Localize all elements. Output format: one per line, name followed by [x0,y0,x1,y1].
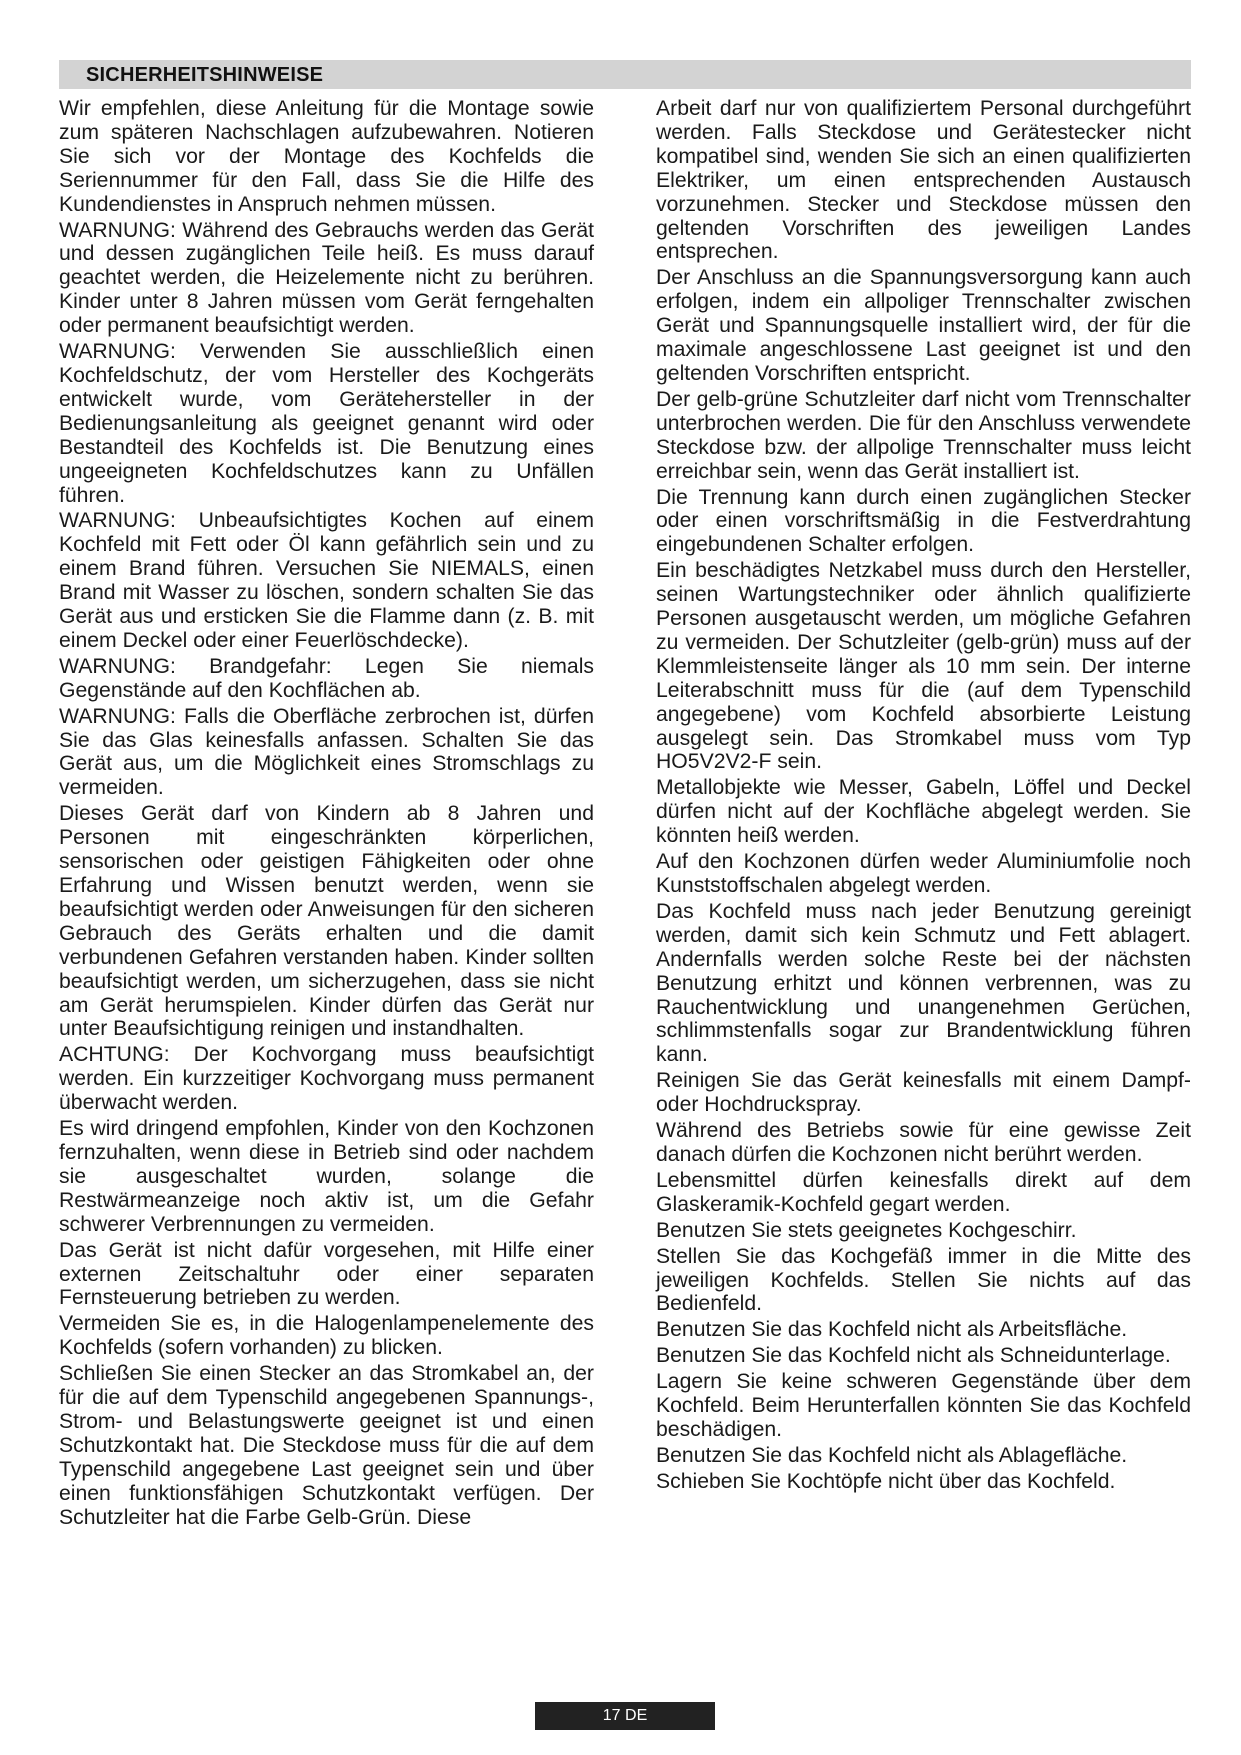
paragraph: Auf den Kochzonen dürfen weder Aluminiumfolie noch Kunststoffschalen abgelegt werden. [656,850,1191,897]
paragraph: Wir empfehlen, diese Anleitung für die Montage sowie zum späteren Nachschlagen aufzubewahren. Notieren Sie sich vor der Montage des Kochfelds die Seriennummer für den Fall, dass Sie die Hilfe des Kundendienstes in Anspruch nehmen müssen. [59,97,594,216]
paragraph: WARNUNG: Unbeaufsichtigtes Kochen auf einem Kochfeld mit Fett oder Öl kann gefährlich sein und zu einem Brand führen. Versuchen Sie NIEMALS, einen Brand mit Wasser zu löschen, sondern schalten Sie das Gerät aus und ersticken Sie die Flamme dann (z. B. mit einem Deckel oder einer Feuerlöschdecke). [59,509,594,652]
paragraph: Benutzen Sie das Kochfeld nicht als Schneidunterlage. [656,1344,1171,1368]
paragraph: Es wird dringend empfohlen, Kinder von den Kochzonen fernzuhalten, wenn diese in Betrieb sind oder nachdem sie ausgeschaltet wurden, solange die Restwärmeanzeige noch aktiv ist, um die Gefahr schwerer Verbrennungen zu vermeiden. [59,1117,594,1236]
paragraph: Das Gerät ist nicht dafür vorgesehen, mit Hilfe einer externen Zeitschaltuhr oder einer separaten Fernsteuerung betrieben zu werden. [59,1238,594,1310]
page-number-badge [535,1702,715,1730]
right-column [656,97,1191,1496]
paragraph: WARNUNG: Falls die Oberfläche zerbrochen ist, dürfen Sie das Glas keinesfalls anfassen. Schalten Sie das Gerät aus, um die Möglichkeit eines Stromschlags zu vermeiden. [59,704,594,800]
paragraph: Reinigen Sie das Gerät keinesfalls mit einem Dampf- oder Hochdruckspray. [656,1069,1191,1117]
paragraph: Das Kochfeld muss nach jeder Benutzung gereinigt werden, damit sich kein Schmutz und Fett ablagert. Andernfalls werden solche Reste bei der nächsten Benutzung erhitzt und können verbrennen, was zu Rauchentwicklung und unangenehmen Gerüchen, schlimmstenfalls sogar zur Brandentwicklung führen kann. [656,899,1191,1067]
paragraph: Dieses Gerät darf von Kindern ab 8 Jahren und Personen mit eingeschränkten körperlichen, sensorischen oder geistigen Fähigkeiten oder ohne Erfahrung und Wissen benutzt werden, wenn sie beaufsichtigt werden oder Anweisungen für den sicheren Gebrauch des Geräts erhalten und die damit verbundenen Gefahren verstanden haben. Kinder sollten beaufsichtigt werden, um sicherzugehen, dass sie nicht am Gerät herumspielen. Kinder dürfen das Gerät nur unter Beaufsichtigung reinigen und instandhalten. [59,802,594,1041]
paragraph: Während des Betriebs sowie für eine gewisse Zeit danach dürfen die Kochzonen nicht berührt werden. [656,1119,1191,1166]
paragraph: Der Anschluss an die Spannungsversorgung kann auch erfolgen, indem ein allpoliger Trennschalter zwischen Gerät und Spannungsquelle installiert wird, der für die maximale angeschlossene Last geeignet ist und den geltenden Vorschriften entspricht. [656,266,1191,385]
paragraph: WARNUNG: Während des Gebrauchs werden das Gerät und dessen zugänglichen Teile heiß. Es muss darauf geachtet werden, die Heizelemente nicht zu berühren. Kinder unter 8 Jahren müssen vom Gerät ferngehalten oder permanent beaufsichtigt werden. [59,218,594,338]
paragraph: Metallobjekte wie Messer, Gabeln, Löffel und Deckel dürfen nicht auf der Kochfläche abgelegt werden. Sie könnten heiß werden. [656,776,1191,848]
paragraph: Schieben Sie Kochtöpfe nicht über das Kochfeld. [656,1469,1116,1493]
paragraph: WARNUNG: Brandgefahr: Legen Sie niemals Gegenstände auf den Kochflächen ab. [59,654,594,702]
paragraph: Der gelb-grüne Schutzleiter darf nicht vom Trennschalter unterbrochen werden. Die für den Anschluss verwendete Steckdose bzw. der allpolige Trennschalter muss leicht erreichbar sein, wenn das Gerät installiert ist. [656,387,1191,483]
paragraph: Benutzen Sie das Kochfeld nicht als Arbeitsfläche. [656,1318,1128,1342]
paragraph: Ein beschädigtes Netzkabel muss durch den Hersteller, seinen Wartungstechniker oder ähnlich qualifizierte Personen ausgetauscht werden, um mögliche Gefahren zu vermeiden. Der Schutzleiter (gelb-grün) muss auf der Klemmleistenseite länger als 10 mm sein. Der interne Leiterabschnitt muss für die (auf dem Typenschild angegebene) vom Kochfeld absorbierte Leistung ausgelegt sein. Das Stromkabel muss vom Typ HO5V2V2-F sein. [656,559,1191,774]
paragraph: Stellen Sie das Kochgefäß immer in die Mitte des jeweiligen Kochfelds. Stellen Sie nichts auf das Bedienfeld. [656,1244,1191,1316]
section-header-bar [59,60,1191,89]
paragraph: ACHTUNG: Der Kochvorgang muss beaufsichtigt werden. Ein kurzzeitiger Kochvorgang muss permanent überwacht werden. [59,1043,594,1115]
paragraph: Lebensmittel dürfen keinesfalls direkt auf dem Glaskeramik-Kochfeld gegart werden. [656,1168,1191,1216]
paragraph: WARNUNG: Verwenden Sie ausschließlich einen Kochfeldschutz, der vom Hersteller des Kochgeräts entwickelt wurde, vom Gerätehersteller in der Bedienungsanleitung als geeignet genannt wird oder Bestandteil des Kochfelds ist. Die Benutzung eines ungeeigneten Kochfeldschutzes kann zu Unfällen führen. [59,340,594,507]
paragraph: Vermeiden Sie es, in die Halogenlampenelemente des Kochfelds (sofern vorhanden) zu blicken. [59,1312,594,1360]
paragraph: Benutzen Sie das Kochfeld nicht als Ablagefläche. [656,1443,1128,1467]
paragraph: Benutzen Sie stets geeignetes Kochgeschirr. [656,1218,1077,1242]
paragraph: Arbeit darf nur von qualifiziertem Personal durchgeführt werden. Falls Steckdose und Gerätestecker nicht kompatibel sind, wenden Sie sich an einen qualifizierten Elektriker, um einen entsprechenden Austausch vorzunehmen. Stecker und Steckdose müssen den geltenden Vorschriften des jeweiligen Landes entsprechen. [656,97,1191,264]
section-title: SICHERHEITSHINWEISE [86,64,324,86]
paragraph: Die Trennung kann durch einen zugänglichen Stecker oder einen vorschriftsmäßig in die Festverdrahtung eingebundenen Schalter erfolgen. [656,485,1191,557]
left-column [59,97,594,1531]
page-number: 17 DE [602,1707,648,1724]
paragraph: Schließen Sie einen Stecker an das Stromkabel an, der für die auf dem Typenschild angegebenen Spannungs-, Strom- und Belastungswerte geeignet ist und einen Schutzkontakt hat. Die Steckdose muss für die auf dem Typenschild angegebene Last geeignet sein und über einen funktionsfähigen Schutzkontakt verfügen. Der Schutzleiter hat die Farbe Gelb-Grün. Diese [59,1362,594,1529]
paragraph: Lagern Sie keine schweren Gegenstände über dem Kochfeld. Beim Herunterfallen könnten Sie das Kochfeld beschädigen. [656,1370,1191,1441]
